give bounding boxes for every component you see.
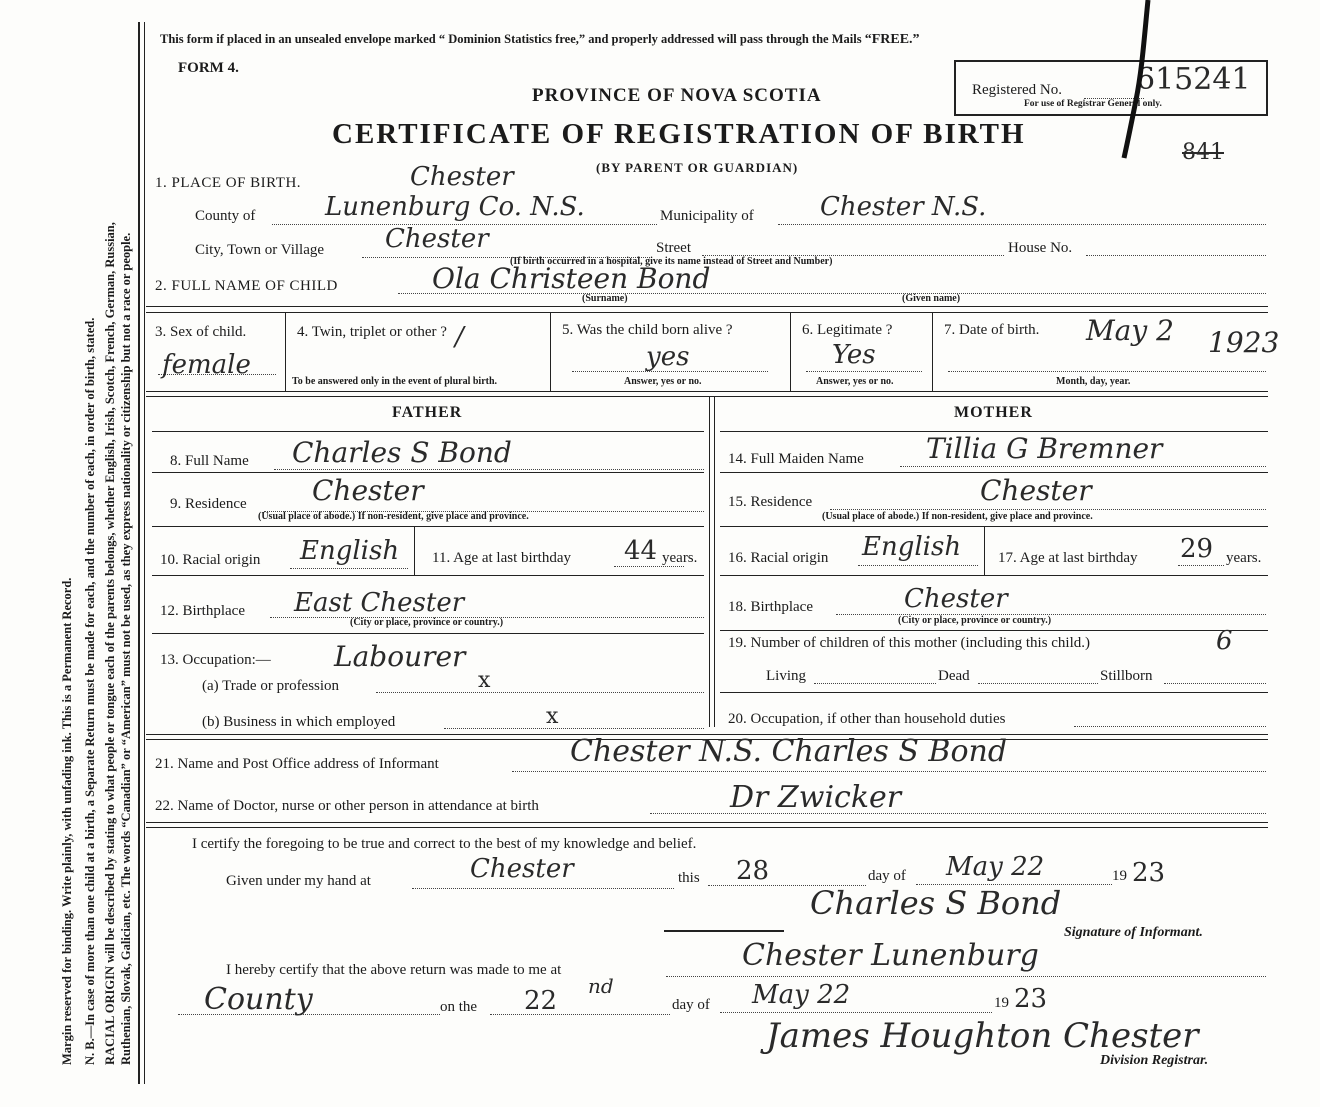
street-label: Street <box>656 240 691 256</box>
given-month-value: May 22 <box>946 852 1045 882</box>
margin-rule <box>138 22 140 1084</box>
twin-note: To be answered only in the event of plural birth. <box>292 376 498 387</box>
registrar-statement: I hereby certify that the above return was made to me at <box>226 962 562 978</box>
reg-day-of-label: day of <box>672 997 710 1013</box>
father-trade-value: x <box>478 668 491 693</box>
mother-children-value: 6 <box>1216 626 1233 656</box>
county-label: County of <box>195 208 256 224</box>
this-label: this <box>678 870 700 886</box>
form-number: FORM 4. <box>178 60 239 76</box>
given-place-value: Chester <box>470 854 574 884</box>
father-racial-label: 10. Racial origin <box>160 552 261 568</box>
province-title: PROVINCE OF NOVA SCOTIA <box>532 85 822 106</box>
ink-stroke <box>1118 0 1158 160</box>
father-trade-label: (a) Trade or profession <box>202 678 340 694</box>
city-value: Chester <box>385 224 489 254</box>
registrar-year-value: 23 <box>1014 984 1048 1014</box>
margin-note-racial-origin-2: Ruthenian, Slovak, Galician, etc. The words “Canadian” or “American” must not be used, as they express nationality or citizenship but not a race or people. <box>119 232 133 1065</box>
father-birthplace-label: 12. Birthplace <box>160 603 245 619</box>
mother-age-label: 17. Age at last birthday <box>998 550 1138 566</box>
informant-signature: Charles S Bond <box>810 884 1062 922</box>
father-residence-note: (Usual place of abode.) If non-resident, give place and province. <box>258 511 529 522</box>
alive-label: 5. Was the child born alive ? <box>562 322 733 338</box>
hospital-note: (If birth occurred in a hospital, give its name instead of Street and Number) <box>510 256 833 267</box>
father-occupation-label: 13. Occupation:— <box>160 652 271 668</box>
surname-note: (Surname) <box>582 293 628 304</box>
sex-label: 3. Sex of child. <box>155 324 247 340</box>
day-of-label: day of <box>868 868 906 884</box>
mother-age-value: 29 <box>1180 534 1214 564</box>
dead-label: Dead <box>938 668 970 684</box>
doctor-label: 22. Name of Doctor, nurse or other person in attendance at birth <box>155 798 539 814</box>
father-birthplace-note: (City or place, province or country.) <box>350 617 504 628</box>
legitimate-note: Answer, yes or no. <box>816 376 894 387</box>
mother-children-label: 19. Number of children of this mother (including this child.) <box>728 635 1091 651</box>
mother-occupation-label: 20. Occupation, if other than household duties <box>728 711 1006 727</box>
dob-year: 1923 <box>1208 326 1280 359</box>
dob-value: May 2 <box>1086 314 1174 347</box>
father-occupation-value: Labourer <box>334 640 466 673</box>
father-age-unit: years. <box>662 550 698 566</box>
legitimate-value: Yes <box>832 340 876 370</box>
mother-birthplace-note: (City or place, province or country.) <box>898 615 1052 626</box>
father-residence-label: 9. Residence <box>170 496 247 512</box>
registered-number-box <box>954 60 1268 116</box>
registrar-signature-label: Division Registrar. <box>1100 1053 1209 1068</box>
father-residence-value: Chester <box>312 474 424 507</box>
registered-number: 615241 <box>1136 62 1251 97</box>
mother-name-value: Tillia G Bremner <box>926 432 1163 465</box>
registrar-place-value: Chester Lunenburg <box>742 938 1039 973</box>
struck-number: 841 <box>1182 140 1224 165</box>
father-birthplace-value: East Chester <box>294 588 465 618</box>
registrar-signature: James Houghton Chester <box>766 1016 1199 1056</box>
registrar-month-value: May 22 <box>752 980 851 1010</box>
registrar-day-suffix: nd <box>588 974 614 998</box>
registered-label: Registered No. <box>972 82 1062 98</box>
mother-birthplace-value: Chester <box>904 584 1008 614</box>
year-prefix: 19 <box>1112 868 1127 884</box>
father-age-value: 44 <box>624 536 658 566</box>
given-name-note: (Given name) <box>902 293 961 304</box>
child-name-value: Ola Christeen Bond <box>432 262 711 295</box>
mother-name-label: 14. Full Maiden Name <box>728 451 864 467</box>
informant-signature-label: Signature of Informant. <box>1064 925 1203 940</box>
given-day-value: 28 <box>736 856 770 886</box>
mother-birthplace-label: 18. Birthplace <box>728 599 813 615</box>
doctor-value: Dr Zwicker <box>730 780 902 815</box>
on-the-label: on the <box>440 999 478 1015</box>
dob-note: Month, day, year. <box>1056 376 1131 387</box>
certify-statement: I certify the foregoing to be true and correct to the best of my knowledge and belief. <box>192 836 697 852</box>
mother-racial-label: 16. Racial origin <box>728 550 829 566</box>
county-value: Lunenburg Co. N.S. <box>325 192 585 222</box>
mother-residence-value: Chester <box>980 474 1092 507</box>
registrar-note: For use of Registrar General only. <box>1024 99 1162 109</box>
margin-note-multiple-births: N. B.—In case of more than one child at a birth, a Separate Return must be made for each, and the number of each, in order of birth, stated. <box>83 317 97 1065</box>
father-age-label: 11. Age at last birthday <box>432 550 571 566</box>
mother-residence-label: 15. Residence <box>728 494 813 510</box>
sex-value: female <box>162 350 251 380</box>
father-racial-value: English <box>300 536 400 566</box>
given-under-label: Given under my hand at <box>226 873 371 889</box>
reg-year-prefix: 19 <box>994 995 1009 1011</box>
registrar-county-value: County <box>204 982 313 1017</box>
binding-margin <box>0 0 140 1107</box>
page-title: CERTIFICATE OF REGISTRATION OF BIRTH <box>332 118 1026 150</box>
twin-value: / <box>455 322 464 352</box>
living-label: Living <box>766 668 806 684</box>
father-business-value: x <box>546 704 559 729</box>
municipality-label: Municipality of <box>660 208 754 224</box>
mother-racial-value: English <box>862 532 962 562</box>
child-name-label: 2. FULL NAME OF CHILD <box>155 278 338 294</box>
alive-note: Answer, yes or no. <box>624 376 702 387</box>
father-name-value: Charles S Bond <box>292 436 512 469</box>
given-year-value: 23 <box>1132 858 1166 888</box>
legitimate-label: 6. Legitimate ? <box>802 322 893 338</box>
informant-label: 21. Name and Post Office address of Informant <box>155 756 439 772</box>
mother-residence-note: (Usual place of abode.) If non-resident, give place and province. <box>822 511 1093 522</box>
city-label: City, Town or Village <box>195 242 325 258</box>
margin-note-racial-origin: RACIAL ORIGIN will be described by stating to what people or tongue each of the parents belongs, whether English, Irish, Scotch, French, German, Russian, <box>103 222 117 1065</box>
margin-rule-inner <box>144 22 145 1084</box>
place-of-birth-value: Chester <box>410 162 514 192</box>
page-subtitle: (BY PARENT OR GUARDIAN) <box>596 160 799 175</box>
mail-notice: This form if placed in an unsealed envelope marked “ Dominion Statistics free,” and properly addressed will pass through the Mails “FREE.” <box>160 32 920 47</box>
place-of-birth-label: 1. PLACE OF BIRTH. <box>155 175 302 191</box>
dob-label: 7. Date of birth. <box>944 322 1040 338</box>
mother-age-unit: years. <box>1226 550 1262 566</box>
twin-label: 4. Twin, triplet or other ? <box>297 324 447 340</box>
mother-heading: MOTHER <box>954 404 1033 421</box>
informant-value: Chester N.S. Charles S Bond <box>570 734 1008 769</box>
margin-note-binding: Margin reserved for binding. Write plainly, with unfading ink. This is a Permanent Record. <box>60 577 74 1065</box>
municipality-value: Chester N.S. <box>820 192 987 222</box>
father-heading: FATHER <box>392 404 463 421</box>
house-no-label: House No. <box>1008 240 1073 256</box>
registrar-day-value: 22 <box>524 986 558 1016</box>
stillborn-label: Stillborn <box>1100 668 1153 684</box>
father-name-label: 8. Full Name <box>170 453 249 469</box>
alive-value: yes <box>646 342 690 372</box>
father-business-label: (b) Business in which employed <box>202 714 396 730</box>
